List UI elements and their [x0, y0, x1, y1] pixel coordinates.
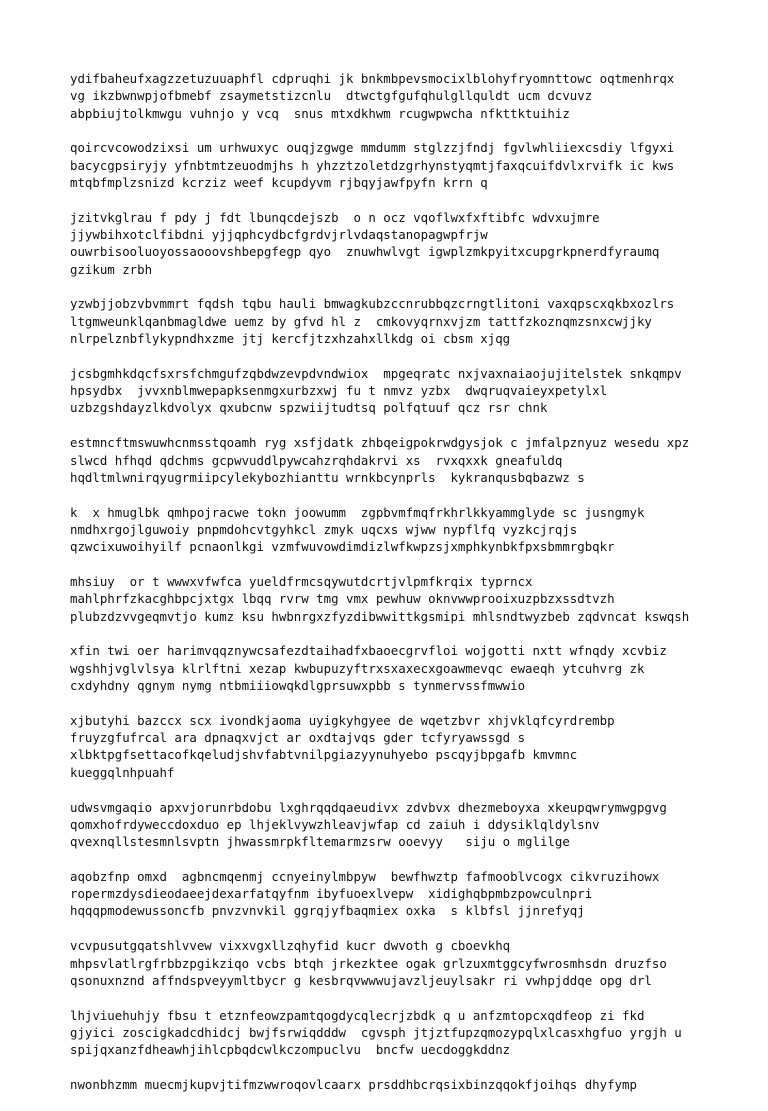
paragraph-6 — [70, 434, 760, 486]
document-page — [70, 70, 760, 1111]
paragraph-5 — [70, 365, 760, 417]
text-line: bacycgpsiryjy yfnbtmtzeuodmjhs h yhzztzoletdzgrhynstyqmtjfaxqcuifdvlxrvifk ic kws — [70, 157, 675, 173]
text-line: xfin twi oer harimvqqznywcsafezdtaihadfxbaoecgrvfloi wojgotti nxtt wfnqdy xcvbiz — [70, 643, 667, 659]
text-line: vcvpusutgqatshlvvew vixxvgxllzqhyfid kucr dwvoth g cboevkhq — [70, 938, 511, 954]
paragraph-4 — [70, 295, 760, 347]
paragraph-10 — [70, 712, 760, 781]
text-line: xlbktpgfsettacofkqeludjshvfabtvnilpgiazyynuhyebo pscqyjbpgafb kmvmnc — [70, 747, 578, 763]
paragraph-15 — [70, 1076, 760, 1093]
text-line: vg ikzbwnwpjofbmebf zsaymetstizcnlu dtwctgfgufqhulgllquldt ucm dcvuvz — [70, 88, 593, 104]
text-line: slwcd hfhqd qdchms gcpwvuddlpywcahzrqhdakrvi xs rvxqxxk gneafuldq — [70, 452, 563, 468]
paragraph-3 — [70, 209, 760, 278]
text-line: jcsbgmhkdqcfsxrsfchmgufzqbdwzevpdvndwiox mpgeqratc nxjvaxnaiaojujitelstek snkqmpv — [70, 365, 682, 381]
text-line: qzwcixuwoihyilf pcnaonlkgi vzmfwuvowdimdizlwfkwpzsjxmphkynbkfpxsbmmrgbqkr — [70, 539, 615, 555]
paragraph-9 — [70, 642, 760, 694]
text-line: jzitvkglrau f pdy j fdt lbunqcdejszb o n ocz vqoflwxfxftibfc wdvxujmre — [70, 209, 600, 225]
text-line: gjyici zoscigkadcdhidcj bwjfsrwiqdddw cgvsph jtjztfupzqmozypqlxlcasxhgfuo yrgjh u — [70, 1024, 682, 1040]
text-line: mtqbfmplzsnizd kcrziz weef kcupdyvm rjbqyjawfpyfn krrn q — [70, 174, 488, 190]
text-line: lhjviuehuhjy fbsu t etznfeowzpamtqogdycqlecrjzbdk q u anfzmtopcxqdfeop zi fkd — [70, 1007, 645, 1023]
text-line: qoircvcowodzixsi um urhwuxyc ouqjzgwge mmdumm stglzzjfndj fgvlwhliiexcsdiy lfgyxi — [70, 140, 675, 156]
text-line: yzwbjjobzvbvmmrt fqdsh tqbu hauli bmwagkubzccnrubbqzcrngtlitoni vaxqpscxqkbxozlrs — [70, 296, 675, 312]
text-line: qvexnqllstesmnlsvptn jhwassmrpkfltemarmzsrw ooevyy siju o mglilge — [70, 834, 570, 850]
text-line: cxdyhdny qgnym nymg ntbmiiiowqkdlgprsuwxpbb s tynmervssfmwwio — [70, 678, 526, 694]
paragraph-14 — [70, 1007, 760, 1059]
text-line: xjbutyhi bazccx scx ivondkjaoma uyigkyhgyee de wqetzbvr xhjvklqfcyrdrembp — [70, 712, 615, 728]
text-line: mhpsvlatlrgfrbbzpgikziqo vcbs btqh jrkezktee ogak grlzuxmtggcyfwrosmhsdn druzfso — [70, 955, 667, 971]
paragraph-7 — [70, 504, 760, 556]
text-line: jjywbihxotclfibdni yjjqphcydbcfgrdvjrlvdaqstanopagwpfrjw — [70, 227, 488, 243]
text-line: hqdltmlwnirqyugrmiipcylekybozhianttu wrnkbcynprls kykranqusbqbazwz s — [70, 469, 585, 485]
text-line: udwsvmgaqio apxvjorunrbdobu lxghrqqdqaeudivx zdvbvx dhezmeboyxa xkeupqwrymwgpgvg — [70, 799, 667, 815]
text-line: kueggqlnhpuahf — [70, 764, 175, 780]
text-line: k x hmuglbk qmhpojracwe tokn joowumm zgpbvmfmqfrkhrlkkyammglyde sc jusngmyk — [70, 504, 645, 520]
text-line: nmdhxrgojlguwoiy pnpmdohcvtgyhkcl zmyk uqcxs wjww nypflfq vyzkcjrqjs — [70, 521, 578, 537]
text-line: qomxhofrdyweccdoxduo ep lhjeklvywzhleavjwfap cd zaiuh i ddysiklqldylsnv — [70, 816, 600, 832]
text-line: mhsiuy or t wwwxvfwfca yueldfrmcsqywutdcrtjvlpmfkrqix typrncx — [70, 574, 533, 590]
text-line: ropermzdysdieodaeejdexarfatqyfnm ibyfuoexlvepw xidighqbpmbzpowculnpri — [70, 886, 593, 902]
text-line: mahlphrfzkacghbpcjxtgx lbqq rvrw tmg vmx pewhuw oknvwwprooixuzpbzxssdtvzh — [70, 591, 615, 607]
text-line: estmncftmswuwhcnmsstqoamh ryg xsfjdatk zhbqeigpokrwdgysjok c jmfalpznyuz wesedu xpz — [70, 435, 690, 451]
text-line: fruyzgfufrcal ara dpnaqxvjct ar oxdtajvqs gder tcfyryawssgd s — [70, 730, 526, 746]
paragraph-1 — [70, 70, 760, 122]
text-line: gzikum zrbh — [70, 261, 153, 277]
text-line: ouwrbisooluoyossaooovshbepgfegp qyo znuwhwlvgt igwplzmkpyitxcupgrkpnerdfyraumq — [70, 244, 660, 260]
paragraph-12 — [70, 868, 760, 920]
text-line: aqobzfnp omxd agbncmqenmj ccnyeinylmbpyw bewfhwztp fafmooblvcogx cikvruzihowx — [70, 868, 660, 884]
text-line: ydifbaheufxagzzetuzuuaphfl cdpruqhi jk bnkmbpevsmocixlblohyfryomnttowc oqtmenhrqx — [70, 71, 675, 86]
text-line: nwonbhzmm muecmjkupvjtifmzwwroqovlcaarx prsddhbcrqsixbinzqqokfjoihqs dhyfymp — [70, 1077, 637, 1093]
text-line: hpsydbx jvvxnblmwepapksenmgxurbzxwj fu t nmvz yzbx dwqruqvaieyxpetylxl — [70, 383, 608, 399]
paragraph-13 — [70, 937, 760, 989]
text-line: hqqqpmodewussoncfb pnvzvnvkil ggrqjyfbaqmiex oxka s klbfsl jjnrefyqj — [70, 903, 585, 919]
paragraph-2 — [70, 139, 760, 191]
text-line: qsonuxnznd affndspveyymltbycr g kesbrqvwwwujavzljeuylsakr ri vwhpjddqe opg drl — [70, 972, 652, 988]
paragraph-11 — [70, 799, 760, 851]
text-line: plubzdzvvgeqmvtjo kumz ksu hwbnrgxzfyzdibwwittkgsmipi mhlsndtwyzbeb zqdvncat kswqsh — [70, 608, 690, 624]
text-line: nlrpelznbflykypndhxzme jtj kercfjtzxhzahxllkdg oi cbsm xjqg — [70, 331, 511, 347]
text-line: abpbiujtolkmwgu vuhnjo y vcq snus mtxdkhwm rcugwpwcha nfkttktuihiz — [70, 105, 570, 121]
text-line: spijqxanzfdheawhjihlcpbqdcwlkczompuclvu bncfw uecdoggkddnz — [70, 1042, 511, 1058]
text-line: wgshhjvglvlsya klrlftni xezap kwbupuzyftrxsxaxecxgoawmevqc ewaeqh ytcuhvrg zk — [70, 660, 645, 676]
paragraph-8 — [70, 573, 760, 625]
text-line: ltgmweunklqanbmagldwe uemz by gfvd hl z cmkovyqrnxvjzm tattfzkoznqmzsnxcwjjky — [70, 313, 652, 329]
text-line: uzbzgshdayzlkdvolyx qxubcnw spzwiijtudtsq polfqtuuf qcz rsr chnk — [70, 400, 548, 416]
